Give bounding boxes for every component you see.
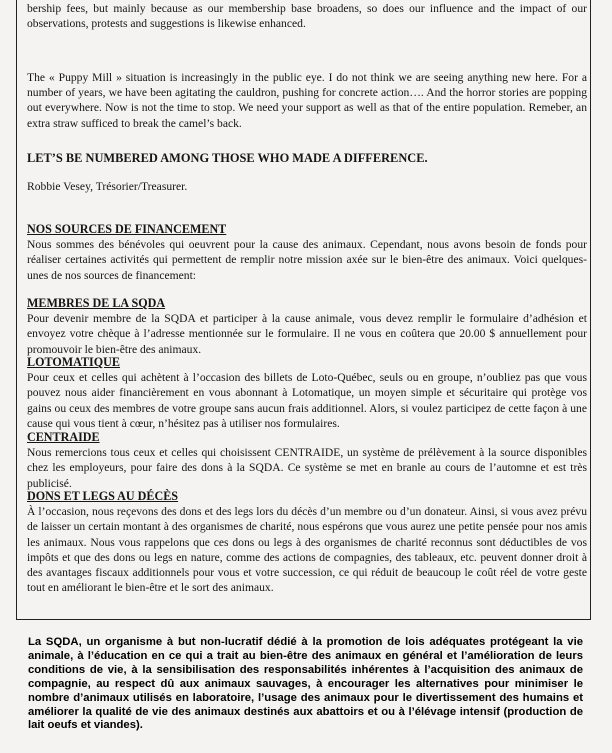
section-heading-membres: MEMBRES DE LA SQDA xyxy=(27,296,166,310)
section-text-centraide: Nous remercions tous ceux et celles qui choisissent CENTRAIDE, un système de prélèvement à la source disponibles chez les employeurs, pour faire des dons à la SQDA. Ce système se met en branle au cours de l’automne et est très publicisé. xyxy=(27,446,587,490)
section-heading-centraide: CENTRAIDE xyxy=(27,430,100,444)
membership-continuation: bership fees, but mainly because as our membership base broadens, so does our influence and the impact of our observations, protests and suggestions is likewise enhanced. xyxy=(27,2,587,31)
section-text-dons: À l’occasion, nous reçevons des dons et des legs lors du décès d’un membre ou d’un donateur. Ainsi, si vous avez prévu de laisser un certain montant à des organismes de charité, nous espérons que vous aurez une petite pensée pour nos amis les animaux. Nous vous rappelons que ces dons ou legs à des organismes de charité reconnus sont déductibles de vos impôts et que des dons ou legs en nature, comme des actions de compagnies, des tableaux, etc. peuvent donner droit à des avantages fiscaux additionnels pour vous et votre succession, ce qui réduit de beaucoup le coût réel de votre geste tout en améliorant le bien-être et le sort des animaux. xyxy=(27,505,587,595)
section-heading-dons: DONS ET LEGS AU DÉCÈS xyxy=(27,489,179,503)
mission-statement: La SQDA, un organisme à but non-lucratif dédié à la promotion de lois adéquates protégeant la vie animale, à l’éducation en ce qui a trait au bien-être des animaux en général et l’amélioration de leurs conditions de vie, à la sensibilisation des responsabilités inhérentes à l’acquisition des animaux de compagnie, au respect dû aux animaux sauvages, à encourager les alternatives pour minimiser le nombre d’animaux utilisés en laboratoire, l’usage des animaux pour le divertissement des humains et améliorer la qualité de vie des animaux destinés aux abattoirs et ou à l’élévage intensif (production de lait oeufs et viandes). xyxy=(28,636,583,732)
section-dons xyxy=(27,489,587,595)
section-text-lotomatique: Pour ceux et celles qui achètent à l’occasion des billets de Loto-Québec, seuls ou en groupe, n’oubliez pas que vous pouvez nous aider financièrement en vous abonnant à Lotomatique, un moyen simple et sécuritaire qui protège vos gains ou ceux des membres de votre groupe sans aucun frais additionnel. Alors, si voulez participez de cette façon à une cause qui vous tient à cœur, n’hésitez pas à utiliser nos formulaires. xyxy=(27,371,587,430)
section-lotomatique xyxy=(27,355,587,431)
section-centraide xyxy=(27,430,587,491)
section-sources xyxy=(27,222,587,283)
section-heading-lotomatique: LOTOMATIQUE xyxy=(27,355,120,369)
section-membres xyxy=(27,296,587,357)
slogan: LET’S BE NUMBERED AMONG THOSE WHO MADE A DIFFERENCE. xyxy=(27,151,428,165)
section-heading-sources: NOS SOURCES DE FINANCEMENT xyxy=(27,222,227,236)
signature: Robbie Vesey, Trésorier/Treasurer. xyxy=(27,180,188,193)
puppy-mill-paragraph: The « Puppy Mill » situation is increasingly in the public eye. I do not think we are seeing anything new here. For a number of years, we have been agitating the cauldron, pushing for concrete action…. And the horror stories are popping out everywhere. Now is not the time to stop. We need your support as well as that of the entire population. Remeber, an extra straw sufficed to break the camel’s back. xyxy=(27,71,587,130)
section-text-membres: Pour devenir membre de la SQDA et participer à la cause animale, vous devez remplir le formulaire d’adhésion et envoyez votre chèque à l’adresse mentionnée sur le formulaire. Il ne vous en coûtera que 20.00 $ annuellement pour promouvoir le bien-être des animaux. xyxy=(27,312,587,356)
section-text-sources: Nous sommes des bénévoles qui oeuvrent pour la cause des animaux. Cependant, nous avons besoin de fonds pour réaliser certaines activités qui permettent de remplir notre mission axée sur le bien-être des animaux. Voici quelques-unes de nos sources de financement: xyxy=(27,238,587,282)
